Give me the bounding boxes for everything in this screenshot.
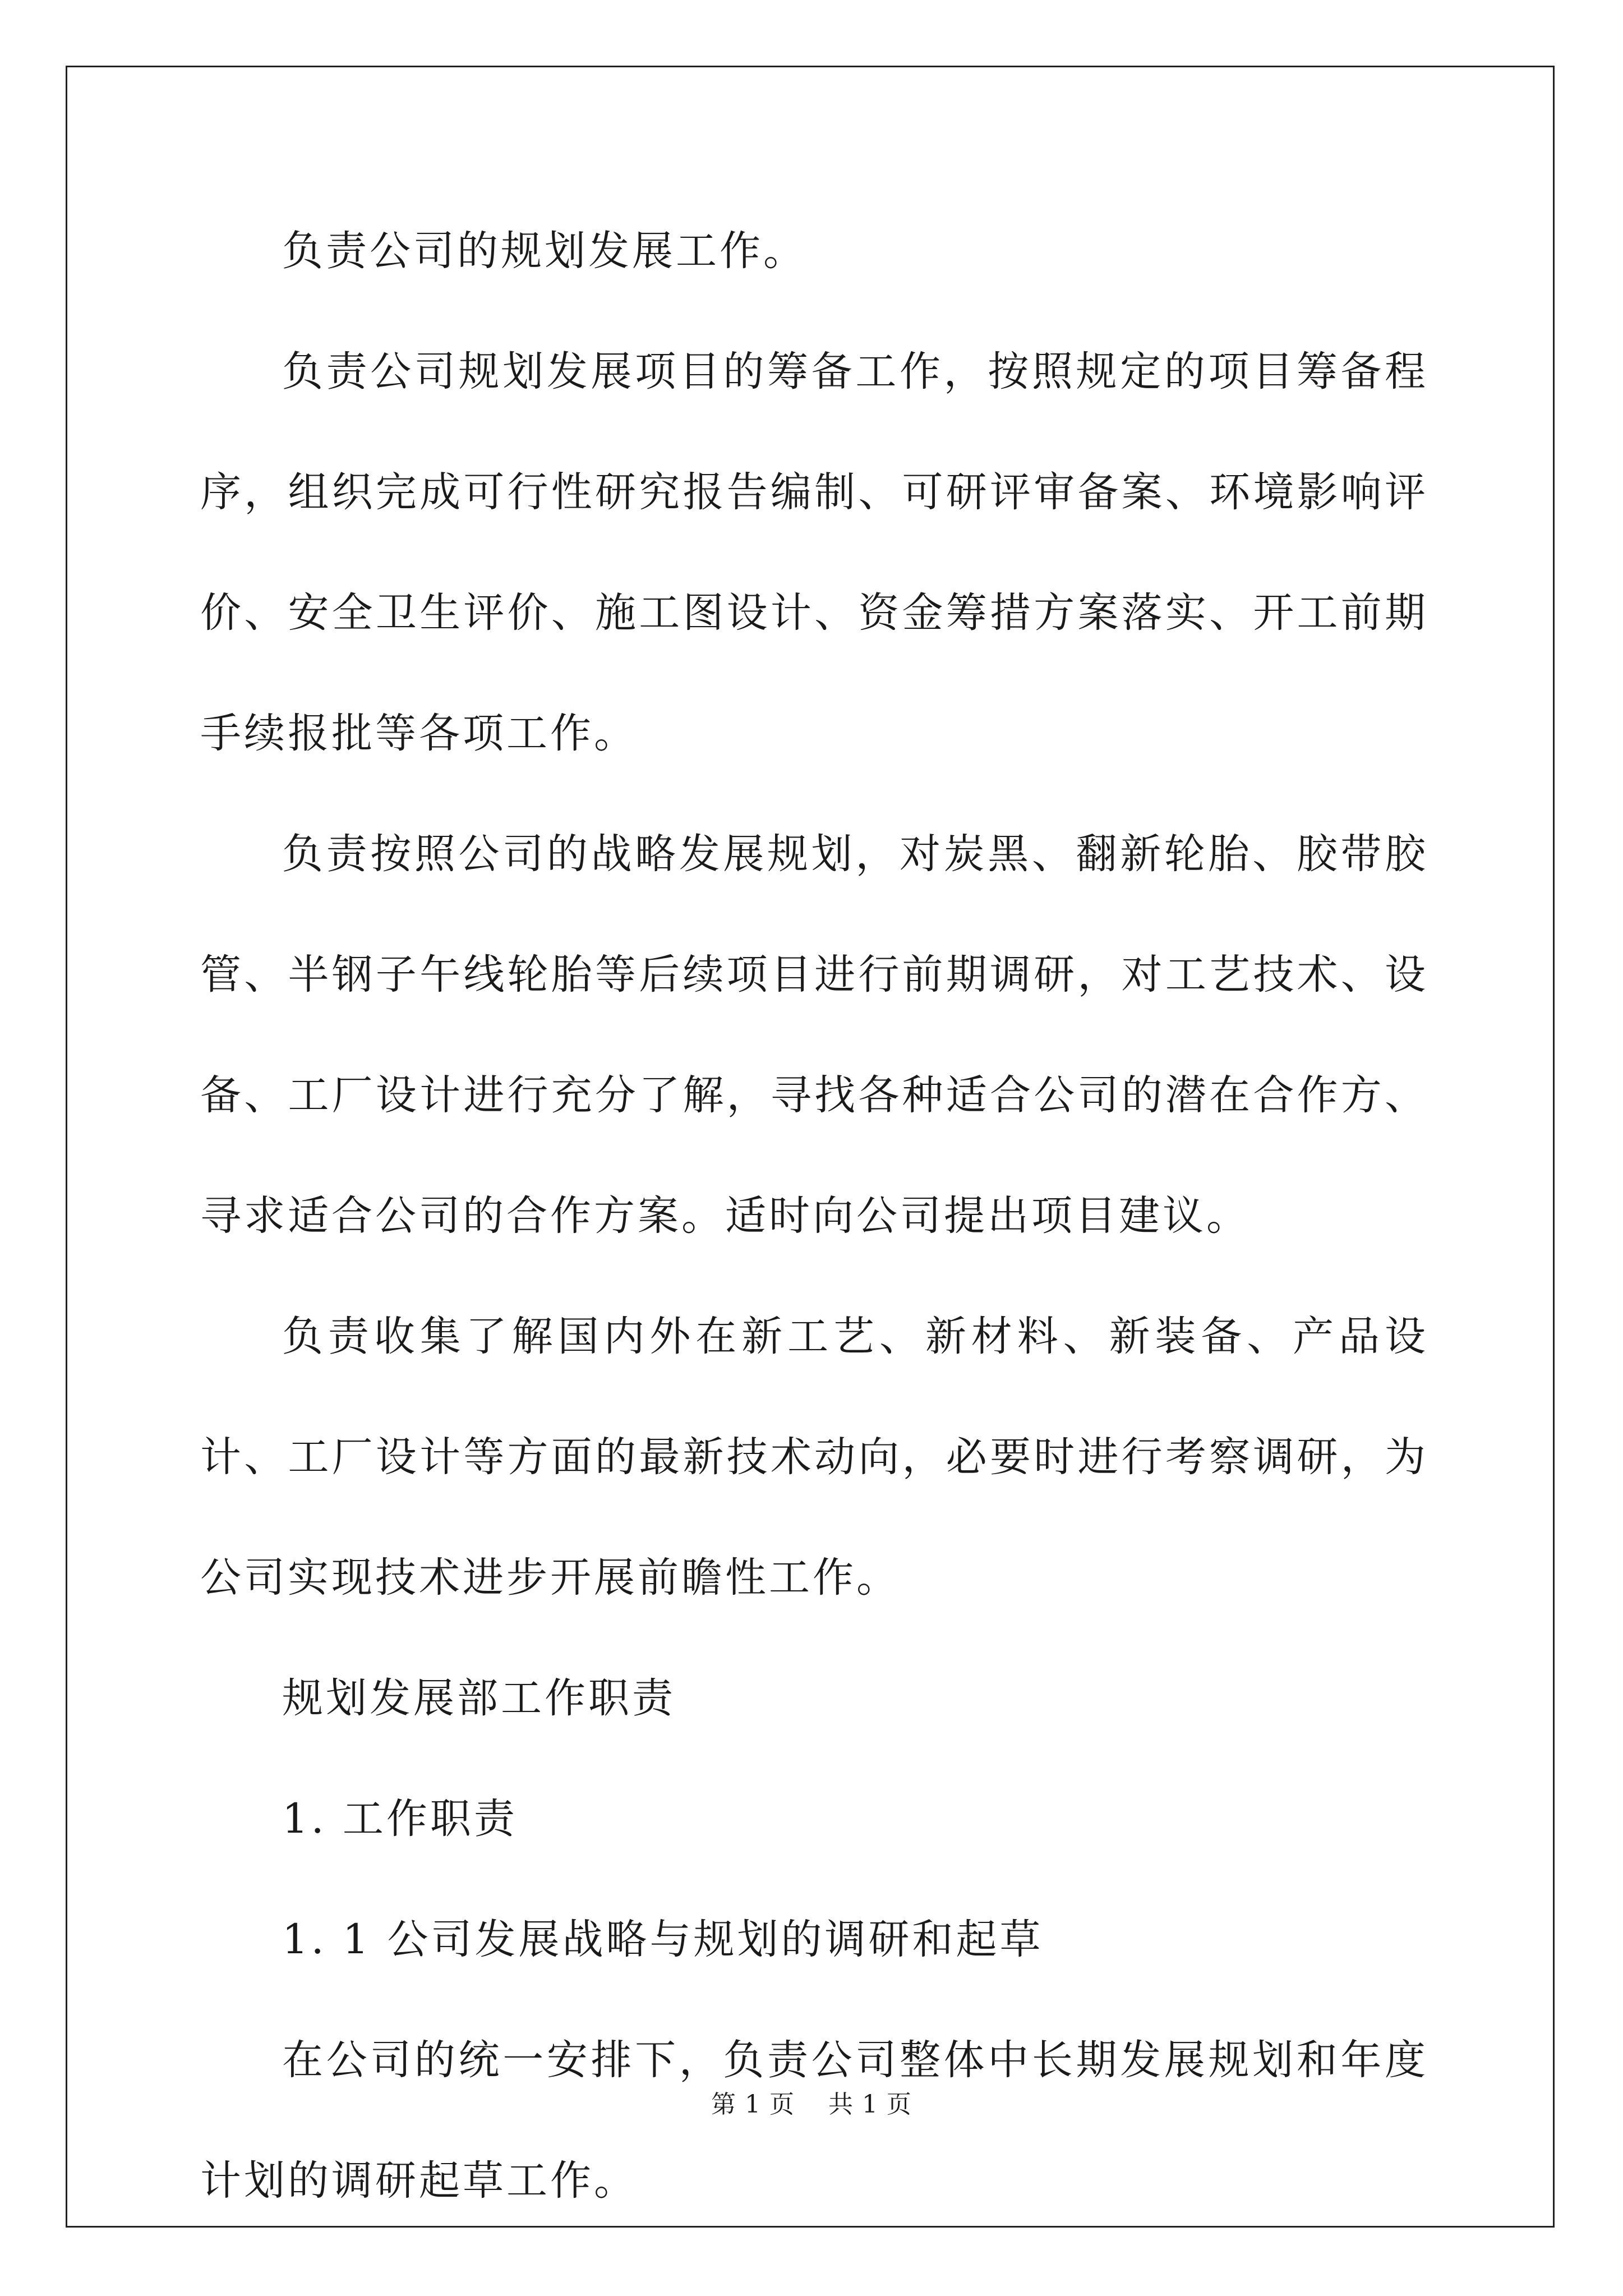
page-number: 第 1 页 — [711, 2090, 795, 2119]
paragraph: 负责收集了解国内外在新工艺、新材料、新装备、产品设计、工厂设计等方面的最新技术动向，必要时进行考察调研，为公司实现技术进步开展前瞻性工作。 — [200, 1313, 1428, 1602]
section-heading: 1. 工作职责 — [282, 1795, 518, 1843]
paragraph: 负责按照公司的战略发展规划，对炭黑、翻新轮胎、胶带胶管、半钢子午线轮胎等后续项目进行前期调研，对工艺技术、设备、工厂设计进行充分了解，寻找各种适合公司的潜在合作方、寻求适合公司的合作方案。适时向公司提出项目建议。 — [200, 830, 1428, 1240]
paragraph: 负责公司的规划发展工作。 — [282, 227, 807, 275]
paragraph: 负责公司规划发展项目的筹备工作，按照规定的项目筹备程序，组织完成可行性研究报告编制、可研评审备案、环境影响评价、安全卫生评价、施工图设计、资金筹措方案落实、开工前期手续报批等各项工作。 — [200, 348, 1428, 757]
section-heading: 规划发展部工作职责 — [282, 1674, 676, 1722]
page-total: 共 1 页 — [828, 2090, 912, 2119]
subsection-heading: 1. 1 公司发展战略与规划的调研和起草 — [282, 1916, 1044, 1963]
document-body — [200, 191, 1428, 2241]
page-footer — [0, 2088, 1623, 2122]
paragraph: 在公司的统一安排下，负责公司整体中长期发展规划和年度计划的调研起草工作。 — [200, 2036, 1428, 2205]
